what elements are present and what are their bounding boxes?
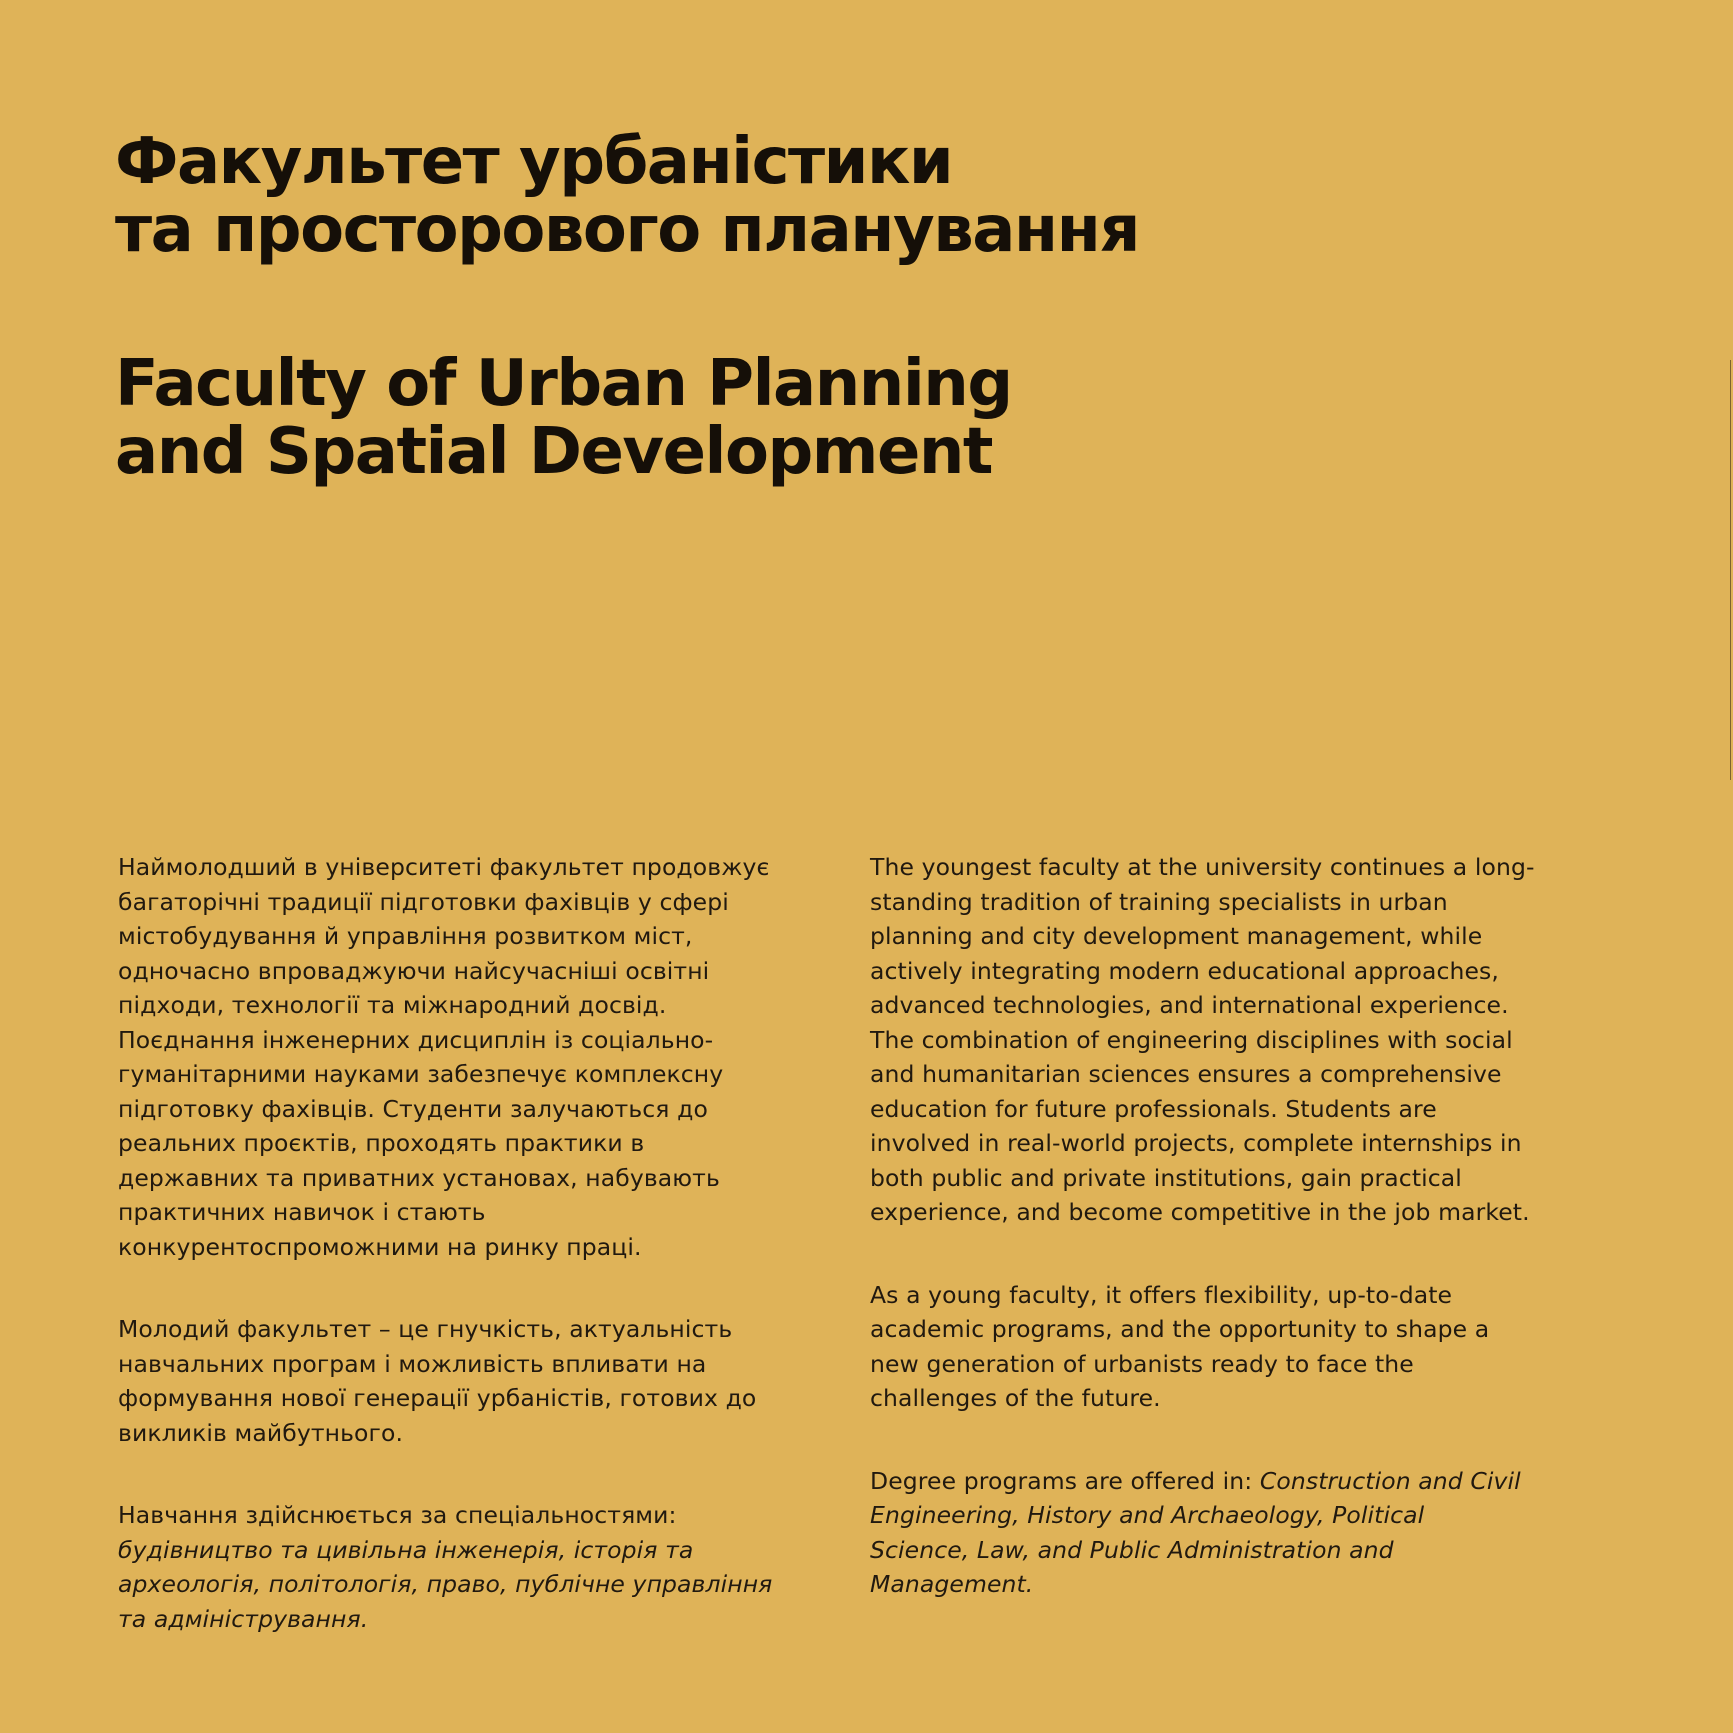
en-paragraph-intro: The youngest faculty at the university continues a long- standing tradition of training specialists in urban planning and city development management, while actively integrating modern educational approaches, advanced technologies, and international experience. The combination of engineering disciplines with social and humanitarian sciences ensures a comprehensive education for future professionals. Students are involved in real-world projects, complete internships in both public and private institutions, gain practical experience, and become competitive in the job market.	[870, 853, 1535, 1226]
en-programs-list: Construction and Civil Engineering, History and Archaeology, Political Science, Law, and Public Administration and Management.	[870, 1466, 1521, 1598]
title-english: Faculty of Urban Planning and Spatial Development	[115, 347, 1012, 489]
uk-paragraph-intro: Наймолодший в університеті факультет продовжує багаторічні традиції підготовки фахівців у сфері містобудування й управління розвитком міст, одночасно впроваджуючи найсучасніші освітні підходи, технології та міжнародний досвід. Поєднання інженерних дисциплін із соціально- гуманітарними науками забезпечує комплексну підготовку фахівців. Студенти залучаються до реальних проєктів, проходять практики в державних та приватних установах, набувають практичних навичок і стають конкурентоспроможними на ринку праці.	[118, 853, 770, 1261]
uk-paragraph-young-faculty: Молодий факультет – це гнучкість, актуальність навчальних програм і можливість впливати на формування нової генерації урбаністів, готових до викликів майбутнього.	[118, 1315, 757, 1447]
page-edge-line	[1730, 360, 1731, 780]
en-paragraph-young-faculty: As a young faculty, it offers flexibility, up-to-date academic programs, and the opportunity to shape a new generation of urbanists ready to face the challenges of the future.	[870, 1280, 1490, 1412]
uk-programs-lead: Навчання здійснюється за спеціальностями:	[118, 1501, 677, 1529]
english-column	[870, 850, 1590, 1650]
en-programs-lead: Degree programs are offered in:	[870, 1466, 1260, 1495]
en-paragraph-programs	[870, 1464, 1590, 1602]
uk-programs-list: будівництво та цивільна інженерія, історія та археологія, політологія, право, публічне управління та адміністрування.	[118, 1535, 773, 1633]
ukrainian-column	[118, 850, 818, 1684]
headings-block	[115, 125, 1515, 489]
uk-paragraph-programs	[118, 1498, 818, 1636]
title-ukrainian: Факультет урбаністики та просторового планування	[115, 125, 1139, 267]
